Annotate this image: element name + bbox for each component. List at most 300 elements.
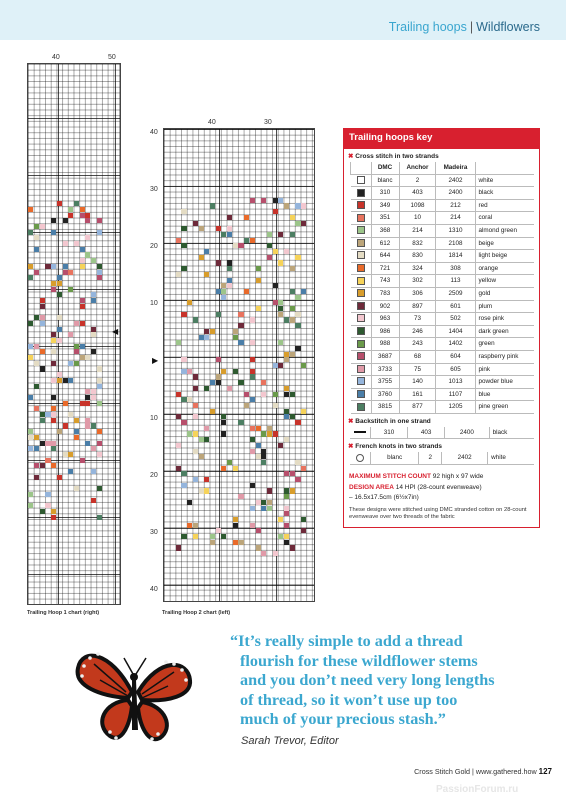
stitch-mark: [261, 392, 266, 397]
madeira-cell: 1814: [436, 250, 475, 263]
madeira-cell: 1107: [436, 388, 475, 401]
knot-icon: [356, 454, 364, 462]
key-header-row: [351, 162, 535, 174]
stitch-mark: [210, 409, 215, 414]
stitch-mark: [193, 431, 198, 436]
symbol-cell: [351, 250, 372, 263]
table-row: [351, 300, 535, 313]
symbol-cell: [351, 212, 372, 225]
dmc-cell: 612: [371, 237, 399, 250]
stitch-mark: [295, 295, 300, 300]
stitch-mark: [51, 332, 56, 337]
stitch-mark: [244, 215, 249, 220]
dmc-cell: 310: [371, 187, 399, 200]
table-row: [351, 174, 535, 187]
stitch-mark: [80, 401, 85, 406]
name-cell: yellow: [475, 275, 534, 288]
key-title: Trailing hoops key: [344, 129, 539, 149]
stitch-mark: [273, 431, 278, 436]
name-cell: white: [475, 174, 534, 187]
stitch-mark: [51, 509, 56, 514]
table-row: [351, 313, 535, 326]
chart2-row-number: 40: [150, 586, 158, 593]
stitch-mark: [80, 298, 85, 303]
dmc-cell: 349: [371, 199, 399, 212]
cross-stitch-heading: [344, 149, 539, 162]
stitch-mark: [176, 414, 181, 419]
chart2-row-number: 20: [150, 472, 158, 479]
backstitch-table: [350, 427, 534, 440]
stitch-mark: [34, 235, 39, 240]
dmc-cell: blanc: [371, 174, 399, 187]
stitch-mark: [250, 437, 255, 442]
stitch-mark: [193, 523, 198, 528]
col-dmc: DMC: [371, 162, 399, 174]
stitch-mark: [181, 226, 186, 231]
stitch-mark: [301, 517, 306, 522]
page-header-band: [0, 0, 566, 40]
stitch-mark: [34, 344, 39, 349]
stitch-mark: [51, 418, 56, 423]
symbol-cell: [351, 350, 372, 363]
stitch-mark: [28, 503, 33, 508]
header-separator: |: [469, 20, 474, 34]
stitch-mark: [256, 443, 261, 448]
stitch-mark: [284, 471, 289, 476]
stitch-mark: [40, 366, 45, 371]
chart2-row-number: 20: [150, 243, 158, 250]
quote-author: Sarah Trevor, Editor: [241, 735, 339, 747]
stitch-mark: [244, 238, 249, 243]
stitch-mark: [85, 218, 90, 223]
stitch-mark: [244, 289, 249, 294]
chart2-row-number: 10: [150, 415, 158, 422]
stitch-mark: [85, 252, 90, 257]
stitch-mark: [199, 454, 204, 459]
stitch-mark: [290, 392, 295, 397]
stitch-mark: [28, 355, 33, 360]
dmc-cell: 783: [371, 287, 399, 300]
stitch-mark: [80, 264, 85, 269]
stitch-mark: [63, 423, 68, 428]
stitch-mark: [284, 534, 289, 539]
stitch-mark: [278, 363, 283, 368]
stitch-mark: [40, 315, 45, 320]
symbol-cell: [351, 224, 372, 237]
stitch-mark: [284, 386, 289, 391]
dmc-cell: 986: [371, 325, 399, 338]
stitch-mark: [210, 534, 215, 539]
color-swatch-icon: [357, 226, 365, 234]
stitch-mark: [28, 230, 33, 235]
symbol-cell: [351, 237, 372, 250]
section-subtitle: Wildflowers: [476, 20, 540, 34]
symbol-cell: [351, 325, 372, 338]
stitch-mark: [204, 272, 209, 277]
col-name: [475, 162, 534, 174]
stitch-mark: [301, 203, 306, 208]
stitch-mark: [63, 378, 68, 383]
dmc-cell: 902: [371, 300, 399, 313]
stitch-mark: [284, 392, 289, 397]
stitch-mark: [34, 270, 39, 275]
stitch-mark: [176, 545, 181, 550]
stitch-mark: [51, 264, 56, 269]
stitch-mark: [261, 380, 266, 385]
stitch-mark: [63, 270, 68, 275]
stitch-mark: [40, 463, 45, 468]
stitch-mark: [216, 226, 221, 231]
line-icon: [354, 431, 366, 433]
stitch-mark: [284, 494, 289, 499]
website-link[interactable]: www.gathered.how: [475, 767, 537, 776]
anchor-cell: 1098: [399, 199, 436, 212]
stitch-mark: [40, 509, 45, 514]
stitch-mark: [301, 409, 306, 414]
stitch-mark: [193, 403, 198, 408]
stitch-mark: [34, 435, 39, 440]
stitch-mark: [256, 278, 261, 283]
anchor-cell: 830: [399, 250, 436, 263]
stitch-mark: [238, 420, 243, 425]
stitch-mark: [80, 304, 85, 309]
madeira-cell: 1310: [436, 224, 475, 237]
stitch-mark: [284, 506, 289, 511]
stitch-mark: [284, 437, 289, 442]
stitch-mark: [91, 498, 96, 503]
stitch-mark: [284, 488, 289, 493]
stitch-mark: [68, 452, 73, 457]
madeira-cell: 1402: [436, 338, 475, 351]
color-swatch-icon: [357, 189, 365, 197]
table-row: [350, 452, 534, 464]
stitch-mark: [193, 477, 198, 482]
stitch-mark: [204, 335, 209, 340]
stitch-mark: [233, 329, 238, 334]
stitch-mark: [261, 460, 266, 465]
stitch-mark: [278, 306, 283, 311]
stitch-mark: [210, 540, 215, 545]
madeira-cell: 601: [436, 300, 475, 313]
color-swatch-icon: [357, 390, 365, 398]
stitch-mark: [204, 437, 209, 442]
stitch-mark: [28, 275, 33, 280]
stitch-mark: [176, 238, 181, 243]
stitch-mark: [278, 312, 283, 317]
french-knots-table: [350, 452, 534, 465]
stitch-mark: [221, 369, 226, 374]
stitch-mark: [51, 412, 56, 417]
stitch-mark: [187, 431, 192, 436]
stitch-mark: [273, 209, 278, 214]
stitch-mark: [28, 429, 33, 434]
stitch-mark: [74, 201, 79, 206]
stitch-mark: [181, 243, 186, 248]
color-swatch-icon: [357, 251, 365, 259]
stitch-mark: [51, 230, 56, 235]
dmc-cell: 368: [371, 224, 399, 237]
stitch-mark: [68, 287, 73, 292]
stitch-mark: [227, 386, 232, 391]
stitch-mark: [181, 312, 186, 317]
stitch-mark: [34, 446, 39, 451]
stitch-mark: [63, 452, 68, 457]
stitch-mark: [181, 420, 186, 425]
stitch-mark: [295, 203, 300, 208]
stitch-mark: [290, 352, 295, 357]
stitch-mark: [199, 488, 204, 493]
anchor-cell: 403: [408, 427, 445, 439]
stitch-mark: [91, 389, 96, 394]
stitch-mark: [45, 503, 50, 508]
color-swatch-icon: [357, 201, 365, 209]
stitch-mark: [91, 292, 96, 297]
stitch-mark: [80, 321, 85, 326]
symbol-cell: [351, 338, 372, 351]
stitch-mark: [301, 466, 306, 471]
stitch-mark: [295, 346, 300, 351]
symbol-cell: [351, 187, 372, 200]
stitch-mark: [290, 488, 295, 493]
stitch-mark: [176, 340, 181, 345]
stitch-mark: [181, 483, 186, 488]
col-anchor: Anchor: [399, 162, 436, 174]
table-row: [351, 275, 535, 288]
stitch-mark: [273, 198, 278, 203]
design-area-label: DESIGN AREA: [349, 483, 394, 491]
stitch-mark: [181, 209, 186, 214]
stitch-mark: [193, 386, 198, 391]
stitch-mark: [97, 401, 102, 406]
stitch-mark: [290, 471, 295, 476]
stitch-mark: [295, 460, 300, 465]
stitch-mark: [28, 344, 33, 349]
stitch-mark: [233, 523, 238, 528]
stitch-mark: [97, 515, 102, 520]
stitch-mark: [250, 449, 255, 454]
stitch-mark: [34, 315, 39, 320]
name-cell: plum: [475, 300, 534, 313]
stitch-mark: [273, 300, 278, 305]
stitch-mark: [273, 392, 278, 397]
stitch-mark: [193, 449, 198, 454]
name-cell: light beige: [475, 250, 534, 263]
stitch-mark: [221, 295, 226, 300]
stitch-mark: [187, 397, 192, 402]
dmc-cell: 721: [371, 262, 399, 275]
stitch-mark: [28, 395, 33, 400]
stitch-mark: [256, 500, 261, 505]
madeira-cell: 2509: [436, 287, 475, 300]
stitch-mark: [227, 278, 232, 283]
stitch-mark: [250, 369, 255, 374]
stitch-mark: [97, 264, 102, 269]
stitch-mark: [238, 340, 243, 345]
color-swatch-icon: [357, 289, 365, 297]
stitch-mark: [290, 289, 295, 294]
stitch-mark: [210, 329, 215, 334]
stitch-mark: [45, 458, 50, 463]
anchor-cell: 2: [399, 174, 436, 187]
stitch-mark: [273, 551, 278, 556]
stitch-mark: [51, 515, 56, 520]
color-swatch-icon: [357, 403, 365, 411]
stitch-mark: [187, 500, 192, 505]
chart2-center-arrow: ▶: [152, 356, 159, 365]
stitch-mark: [221, 431, 226, 436]
stitch-mark: [256, 528, 261, 533]
stitch-mark: [273, 403, 278, 408]
name-cell: red: [475, 199, 534, 212]
stitch-mark: [199, 335, 204, 340]
stitch-mark: [176, 443, 181, 448]
french-knots-heading: [344, 439, 539, 452]
stitch-mark: [204, 329, 209, 334]
table-row: [351, 250, 535, 263]
chart1-col-number: 40: [52, 54, 60, 61]
stitch-mark: [284, 414, 289, 419]
stitch-mark: [40, 418, 45, 423]
anchor-cell: 403: [399, 187, 436, 200]
stitch-mark: [290, 306, 295, 311]
symbol-cell: [351, 275, 372, 288]
dmc-cell: 963: [371, 313, 399, 326]
stitch-mark: [85, 355, 90, 360]
design-area-value: 14 HPI (28-count evenweave): [395, 483, 482, 491]
stitch-mark: [40, 298, 45, 303]
stitch-mark: [97, 270, 102, 275]
stitch-mark: [28, 435, 33, 440]
dmc-cell: 743: [371, 275, 399, 288]
stitch-mark: [227, 260, 232, 265]
stitch-mark: [210, 380, 215, 385]
stitch-mark: [278, 300, 283, 305]
stitch-mark: [68, 332, 73, 337]
stitch-mark: [91, 332, 96, 337]
name-cell: coral: [475, 212, 534, 225]
stitch-count-label: MAXIMUM STITCH COUNT: [349, 473, 431, 481]
dmc-cell: 3760: [371, 388, 399, 401]
table-row: [351, 212, 535, 225]
stitch-mark: [80, 344, 85, 349]
stitch-mark: [181, 397, 186, 402]
table-row: [351, 287, 535, 300]
stitch-mark: [256, 426, 261, 431]
color-swatch-icon: [357, 352, 365, 360]
name-cell: pink: [475, 363, 534, 376]
stitch-mark: [250, 426, 255, 431]
stitch-mark: [51, 406, 56, 411]
anchor-cell: 306: [399, 287, 436, 300]
stitch-mark: [187, 369, 192, 374]
stitch-mark: [85, 389, 90, 394]
madeira-cell: 2402: [442, 452, 488, 464]
table-row: [351, 350, 535, 363]
anchor-cell: 214: [399, 224, 436, 237]
stitch-mark: [278, 517, 283, 522]
name-cell: beige: [475, 237, 534, 250]
stitch-mark: [28, 321, 33, 326]
symbol-col: [351, 162, 372, 174]
stitch-mark: [284, 523, 289, 528]
stitch-mark: [28, 446, 33, 451]
stitch-mark: [233, 517, 238, 522]
name-cell: orange: [475, 262, 534, 275]
stitch-mark: [80, 213, 85, 218]
stitch-mark: [57, 372, 62, 377]
stitch-mark: [278, 340, 283, 345]
color-swatch-icon: [357, 327, 365, 335]
design-area: [344, 482, 539, 493]
stitch-mark: [301, 221, 306, 226]
stitch-mark: [57, 378, 62, 383]
name-cell: rose pink: [475, 313, 534, 326]
madeira-cell: 214: [436, 212, 475, 225]
table-row: [351, 401, 535, 414]
stitch-mark: [238, 312, 243, 317]
stitch-mark: [295, 420, 300, 425]
stitch-mark: [97, 452, 102, 457]
stitch-mark: [74, 344, 79, 349]
name-cell: raspberry pink: [475, 350, 534, 363]
chart1-grid: [27, 63, 121, 605]
symbol-cell: [351, 363, 372, 376]
stitch-mark: [199, 255, 204, 260]
stitch-mark: [176, 466, 181, 471]
stitch-mark: [85, 213, 90, 218]
backstitch-label: Backstitch in one strand: [355, 417, 431, 425]
stitch-mark: [290, 266, 295, 271]
stitch-mark: [80, 458, 85, 463]
stitch-mark: [63, 401, 68, 406]
stitch-mark: [40, 412, 45, 417]
table-row: [351, 187, 535, 200]
name-cell: gold: [475, 287, 534, 300]
color-swatch-icon: [357, 264, 365, 272]
section-title: Trailing hoops: [388, 20, 467, 34]
stitch-mark: [91, 423, 96, 428]
stitch-mark: [97, 378, 102, 383]
table-row: [350, 427, 534, 439]
anchor-cell: 161: [399, 388, 436, 401]
stitch-mark: [63, 241, 68, 246]
symbol-cell: [351, 199, 372, 212]
table-row: [351, 224, 535, 237]
anchor-cell: 2: [419, 452, 442, 464]
chart1-col-number: 50: [108, 54, 116, 61]
dmc-cell: 310: [371, 427, 408, 439]
table-row: [351, 199, 535, 212]
table-row: [351, 376, 535, 389]
stitch-mark: [193, 374, 198, 379]
chart2-row-number: 40: [150, 129, 158, 136]
stitch-mark: [57, 475, 62, 480]
color-swatch-icon: [357, 302, 365, 310]
madeira-cell: 2400: [445, 427, 489, 439]
stitch-mark: [233, 335, 238, 340]
stitch-mark: [204, 426, 209, 431]
chart1-label: Trailing Hoop 1 chart (right): [27, 610, 100, 616]
dmc-cell: 3815: [371, 401, 399, 414]
stitch-count: [344, 471, 539, 482]
stitch-mark: [176, 392, 181, 397]
thread-key-table: [350, 162, 534, 414]
stitch-mark: [273, 363, 278, 368]
symbol-cell: [351, 313, 372, 326]
stitch-mark: [221, 283, 226, 288]
stitch-mark: [85, 401, 90, 406]
anchor-cell: 832: [399, 237, 436, 250]
